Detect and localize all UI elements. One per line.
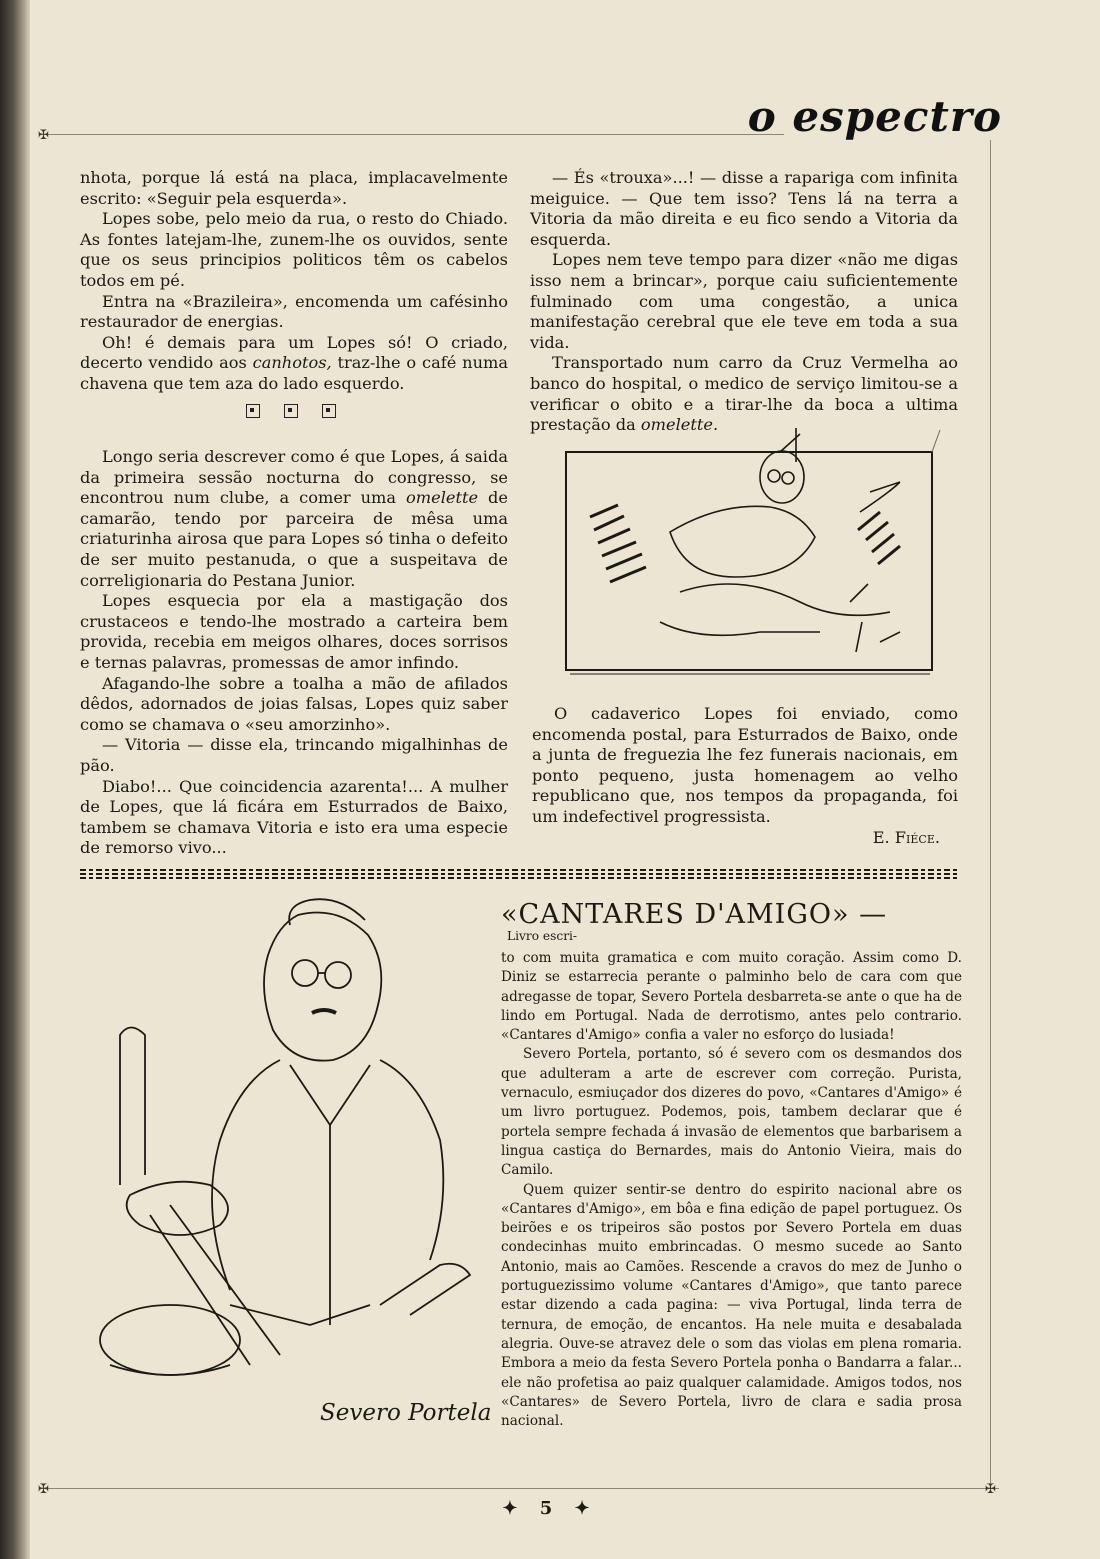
review-heading xyxy=(501,900,962,949)
paragraph: Lopes nem teve tempo para dizer «não me digas isso nem a brincar», porque caiu suficientemente fulminado com uma congestão, a unica manifestação cerebral que ele teve em toda a sua vida. xyxy=(530,250,958,352)
square-ornament-icon xyxy=(246,404,260,418)
paragraph: Lopes esquecia por ela a mastigação dos crustaceos e tendo-lhe mostrado a carteira bem provida, recebia em meigos olhares, doces sorrisos e ternas palavras, promessas de amor infindo. xyxy=(80,591,508,672)
bottom-frame-rule xyxy=(44,1488,999,1489)
lopes-cartoon-illustration xyxy=(560,422,945,682)
emphasis: omelette. xyxy=(640,415,719,435)
page-number: ✦ 5 ✦ xyxy=(502,1498,598,1519)
review-lead-text: Livro escri- xyxy=(507,929,578,943)
paragraph: Quem quizer sentir-se dentro do espirito nacional abre os «Cantares d'Amigo», em bôa e fina edição de papel portuguez. Os beirões e os tripeiros são postos por Severo Portela em duas condecinhas muito embrincadas. O mesmo sucede ao Santo Antonio, mais ao Camões. Rescende a cravos do mez de Junho o portuguezissimo volume «Cantares d'Amigo», que tanto parece estar dizendo a cada pagina: — viva Portugal, linda terra de ternura, de emoção, de encantos. Ha nele muita e desabalada alegria. Ouve-se atravez dele o som das violas em plena romaria. Embora a meio da festa Severo Portela ponha o Bandarra a falar... ele não profetisa ao paiz qualquer calamidade. Amigos todos, nos «Cantares» de Severo Portela, livro de clara e sadia prosa nacional. xyxy=(501,1181,962,1430)
emphasis: canhotos, xyxy=(252,353,332,373)
review-body xyxy=(501,949,962,1431)
paragraph: Diabo!... Que coincidencia azarenta!... A mulher de Lopes, que lá ficára em Esturrados de Baixo, tambem se chamava Vitoria e isto era uma especie de remorso vivo... xyxy=(80,776,508,858)
emphasis: omelette xyxy=(406,488,479,508)
author-signature: E. Fiéce. xyxy=(872,827,940,847)
paragraph: O cadaverico Lopes foi enviado, como encomenda postal, para Esturrados de Baixo, onde a junta de freguezia lhe fez funerais nacionais, em ponto pequeno, justa homenagem ao velho republicano que, nos tempos da propaganda, foi um indefectivel progressista. xyxy=(532,704,958,826)
paragraph: — Vitoria — disse ela, trincando migalhinhas de pão. xyxy=(80,735,508,775)
book-review xyxy=(501,900,962,1431)
paragraph: Entra na «Brazileira», encomenda um cafésinho restaurador de energias. xyxy=(80,291,508,332)
paragraph: nhota, porque lá está na placa, implacavelmente escrito: «Seguir pela esquerda». xyxy=(80,168,508,208)
text-run: Longo seria descrever como é que Lopes, á saida da primeira sessão nocturna do congresso, se encontrou num clube, a comer uma xyxy=(80,447,508,508)
magazine-masthead: o espectro xyxy=(747,92,1002,141)
paragraph xyxy=(80,447,508,591)
article-column-left-top xyxy=(80,168,508,395)
corner-ornament-top-left: ✠ xyxy=(38,128,49,143)
severo-portela-caricature xyxy=(80,895,490,1395)
corner-ornament-bottom-right: ✠ xyxy=(985,1482,996,1497)
text-run: de camarão, tendo por parceira de mêsa uma criaturinha airosa que para Lopes só tinha o defeito de ser muito pestanuda, o que a suspeitava de correligionaria do Pestana Junior. xyxy=(80,488,508,590)
article-column-right-bottom xyxy=(532,704,958,848)
square-ornament-icon xyxy=(322,404,336,418)
square-ornament-icon xyxy=(284,404,298,418)
review-title: «CANTARES D'AMIGO» — xyxy=(501,899,888,930)
text-run: traz-lhe o café numa chavena que tem aza do lado esquerdo. xyxy=(80,353,509,393)
top-frame-rule xyxy=(44,134,784,135)
corner-ornament-bottom-left: ✠ xyxy=(38,1482,49,1497)
article-column-left-bottom xyxy=(80,447,508,859)
ornamental-divider xyxy=(80,869,960,879)
paragraph: Lopes sobe, pelo meio da rua, o resto do Chiado. As fontes latejam-lhe, zunem-lhe os ouvidos, sente que os seus principios politicos têm os cabelos todos em pé. xyxy=(80,209,508,290)
right-frame-rule xyxy=(990,140,991,1485)
paragraph: to com muita gramatica e com muito coração. Assim como D. Diniz se estarrecia perante o palminho belo de cara com que adregasse de topar, Severo Portela desbarreta-se ante o que ha de lindo em Portugal. Nada de derrotismo, antes pelo contrario. «Cantares d'Amigo» confia a valer no esforço do lusiada! xyxy=(501,950,962,1044)
book-spine-shadow xyxy=(0,0,30,1559)
paragraph: Severo Portela, portanto, só é severo com os desmandos dos que adulteram a arte de escrever com correção. Purista, vernaculo, esmiuçador dos dizeres do povo, «Cantares d'Amigo» é um livro portuguez. Podemos, pois, tambem declarar que é portela sempre fechada á invasão de elementos que barbarisem a lingua castiça do Bernardes, mais do Antonio Vieira, mais do Camilo. xyxy=(501,1046,962,1179)
text-run: Transportado num carro da Cruz Vermelha ao banco do hospital, o medico de serviço limitou-se a verificar o obito e a tirar-lhe da boca a ultima prestação da xyxy=(530,353,958,435)
article-column-right-top xyxy=(530,168,958,436)
paragraph xyxy=(80,333,508,395)
text-run: Oh! é demais para um Lopes só! O criado, decerto vendido aos xyxy=(80,332,508,373)
paragraph: Afagando-lhe sobre a toalha a mão de afilados dêdos, adornados de joias falsas, Lopes quiz saber como se chamava o «seu amorzinho». xyxy=(80,673,508,734)
caricature-caption: Severo Portela xyxy=(320,1400,492,1426)
paragraph: — És «trouxa»...! — disse a rapariga com infinita meiguice. — Que tem isso? Tens lá na terra a Vitoria da mão direita e eu fico sendo a Vitoria da esquerda. xyxy=(530,168,958,249)
section-break-ornament xyxy=(246,404,336,418)
